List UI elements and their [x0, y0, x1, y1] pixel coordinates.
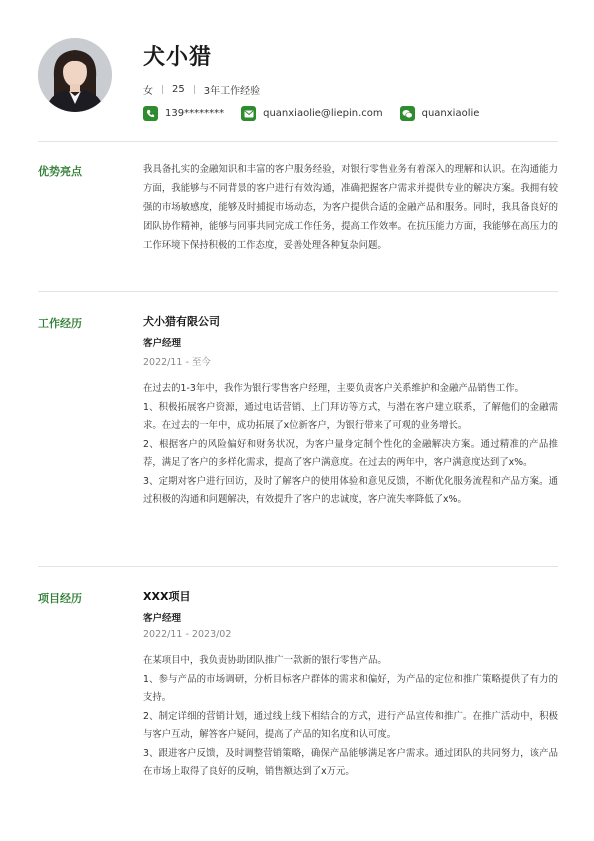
- summary-title: 优势亮点: [38, 165, 82, 178]
- company-name: 犬小猎有限公司: [143, 315, 220, 328]
- divider: [38, 291, 558, 292]
- project-title: 项目经历: [38, 592, 82, 605]
- project-block: [143, 588, 558, 782]
- phone-number: 139********: [165, 108, 225, 119]
- work-line: 在过去的1-3年中，我作为银行零售客户经理，主要负责客户关系维护和金融产品销售工作。: [143, 383, 524, 394]
- project-role: 客户经理: [143, 613, 182, 624]
- age: 25: [172, 84, 185, 95]
- project-description: [143, 652, 558, 782]
- wechat-icon: [400, 106, 415, 121]
- work-line: 1、积极拓展客户资源，通过电话营销、上门拜访等方式，与潜在客户建立联系，了解他们的金融需求。在过去的一年中，成功拓展了x位新客户，为银行带来了可观的业务增长。: [143, 401, 558, 431]
- gender: 女: [143, 86, 153, 97]
- contact-phone[interactable]: [143, 106, 224, 121]
- basic-info: [143, 82, 260, 97]
- project-line: 3、跟进客户反馈，及时调整营销策略，确保产品能够满足客户需求。通过团队的共同努力，该产品在市场上取得了良好的反响，销售额达到了x万元。: [143, 747, 558, 777]
- summary-text: 我具备扎实的金融知识和丰富的客户服务经验，对银行零售业务有着深入的理解和认识。在沟通能力方面，我能够与不同背景的客户进行有效沟通，准确把握客户需求并提供专业的解决方案。我拥有较强的市场敏感度，能够及时捕捉市场动态，为客户提供合适的金融产品和服务。同时，我具备良好的团队协作精神，能够与同事共同完成工作任务，提高工作效率。在抗压能力方面，我能够在高压力的工作环境下保持积极的工作态度，妥善处理各种复杂问题。: [143, 164, 558, 251]
- contact-email[interactable]: [241, 106, 383, 121]
- wechat-id: quanxiaolie: [421, 108, 480, 119]
- contact-row: [143, 106, 496, 121]
- work-line: 2、根据客户的风险偏好和财务状况，为客户量身定制个性化的金融解决方案。通过精准的产品推荐，满足了客户的多样化需求，提高了客户满意度。在过去的两年中，客户满意度达到了x%。: [143, 438, 558, 468]
- summary-block: [143, 160, 558, 255]
- separator: [194, 85, 195, 94]
- work-role: 客户经理: [143, 338, 182, 349]
- contact-wechat[interactable]: [400, 106, 480, 121]
- project-line: 在某项目中，我负责协助团队推广一款新的银行零售产品。: [143, 655, 387, 666]
- avatar: [38, 38, 112, 112]
- project-line: 1、参与产品的市场调研，分析目标客户群体的需求和偏好，为产品的定位和推广策略提供了有力的支持。: [143, 673, 558, 703]
- divider: [38, 141, 558, 142]
- work-line: 3、定期对客户进行回访，及时了解客户的使用体验和意见反馈，不断优化服务流程和产品方案。通过积极的沟通和问题解决，有效提升了客户的忠诚度，客户流失率降低了x%。: [143, 475, 558, 505]
- project-date: 2022/11 - 2023/02: [143, 629, 232, 640]
- work-block: [143, 313, 558, 510]
- phone-icon: [143, 106, 158, 121]
- project-line: 2、制定详细的营销计划，通过线上线下相结合的方式，进行产品宣传和推广。在推广活动中，积极与客户互动，解答客户疑问，提高了产品的知名度和认可度。: [143, 710, 558, 740]
- divider: [38, 566, 558, 567]
- candidate-name: 犬小猎: [143, 45, 213, 70]
- work-description: [143, 380, 558, 510]
- mail-icon: [241, 106, 256, 121]
- email-address: quanxiaolie@liepin.com: [263, 108, 383, 119]
- project-name: XXX项目: [143, 590, 191, 603]
- work-date: 2022/11 - 至今: [143, 357, 211, 368]
- work-title: 工作经历: [38, 317, 82, 330]
- separator: [162, 85, 163, 94]
- experience: 3年工作经验: [203, 86, 261, 97]
